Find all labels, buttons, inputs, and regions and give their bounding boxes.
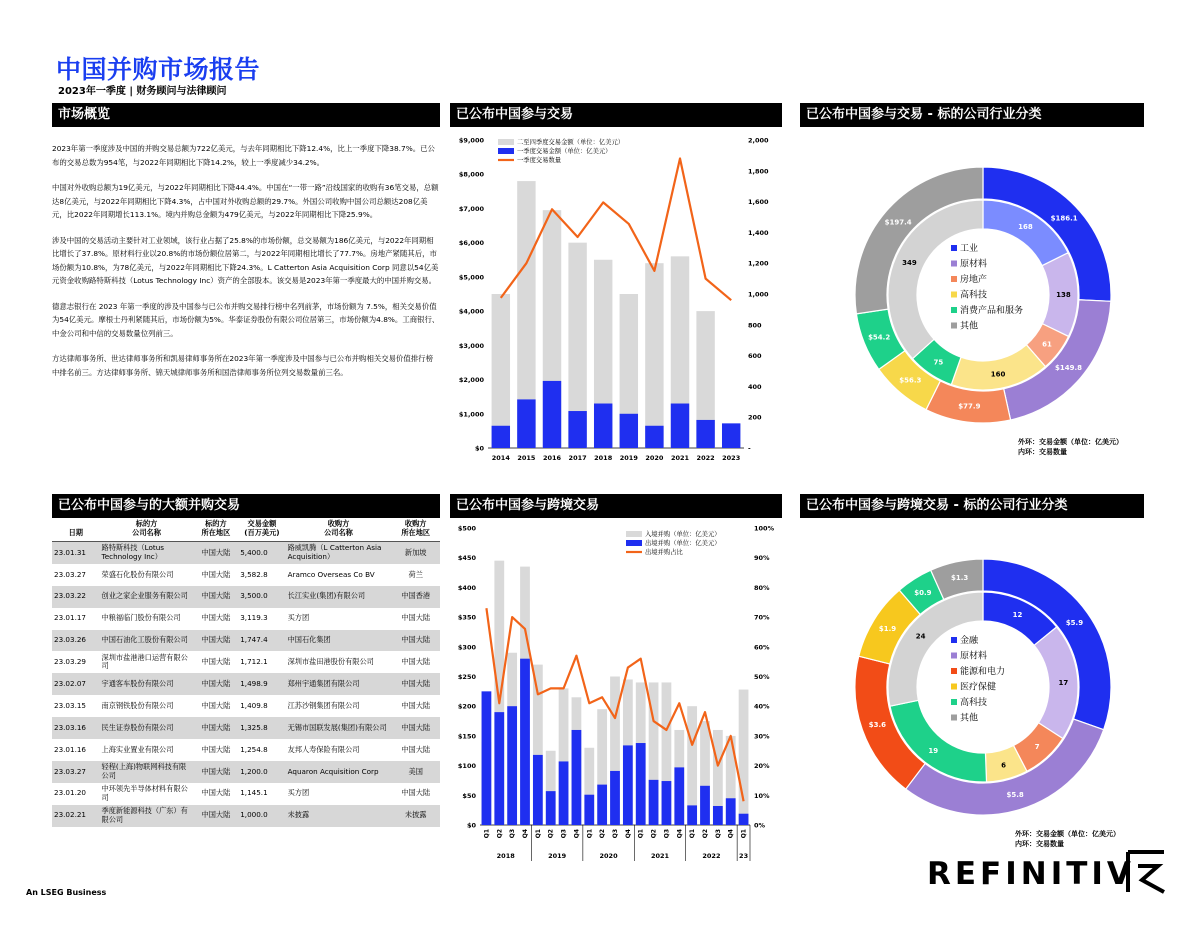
x-tick-label: Q2 [650, 829, 658, 839]
bar-blue [722, 423, 740, 448]
legend-label: 其他 [960, 713, 979, 724]
legend-label: 房地产 [960, 275, 988, 285]
cell-acquirer-region: 中国大陆 [401, 700, 431, 710]
cell-target-region: 中国大陆 [194, 586, 239, 608]
y-right-tick-label: 0% [754, 821, 766, 830]
col-target-name: 标的方 公司名称 [100, 517, 194, 542]
y-left-tick-label: $6,000 [458, 239, 484, 248]
col-target-region: 标的方 所在地区 [194, 517, 239, 542]
col-acquirer-region: 收购方 所在地区 [391, 517, 440, 542]
cell-target-name: 季度新能源科技（广东）有限公司 [100, 805, 194, 827]
y-right-tick-label: 1,200 [748, 259, 769, 268]
legend-swatch [951, 637, 957, 643]
cell-target-region: 中国大陆 [201, 613, 231, 623]
y-left-tick-label: $450 [457, 554, 476, 563]
footer-company: An LSEG Business [26, 888, 107, 897]
bar-blue [597, 785, 607, 825]
bar-blue [700, 786, 710, 825]
cell-amount: 1,254.8 [240, 744, 268, 754]
cell-target-name: 中国石油化工股份有限公司 [100, 630, 194, 652]
y-right-tick-label: 1,000 [748, 290, 769, 299]
cell-target-region: 中国大陆 [201, 657, 231, 667]
x-tick-label: Q1 [483, 829, 491, 839]
y-right-tick-label: 80% [754, 583, 770, 592]
y-left-tick-label: $1,000 [458, 410, 484, 419]
cell-target-region: 中国大陆 [201, 744, 231, 754]
cell-acquirer-region: 中国大陆 [401, 744, 431, 754]
y-right-tick-label: 600 [748, 352, 762, 361]
cell-acquirer-name: 友邦人寿保险有限公司 [287, 744, 360, 754]
cell-target-name: 上海实业置业有限公司 [101, 744, 174, 754]
y-left-tick-label: $2,000 [458, 376, 484, 385]
x-tick-label: Q2 [599, 829, 607, 839]
legend-label: 高科技 [960, 290, 988, 301]
y-left-tick-label: $100 [457, 762, 476, 771]
y-left-tick-label: $4,000 [458, 307, 484, 316]
y-right-tick-label: 400 [748, 382, 762, 391]
inner-ring-label: 168 [1018, 223, 1033, 232]
legend-swatch [498, 139, 514, 145]
outer-ring-label: $3.6 [868, 720, 887, 729]
cell-target-name: 路特斯科技（Lotus Technology Inc） [100, 542, 194, 564]
outer-ring-label: $77.9 [958, 402, 981, 411]
bar-blue [568, 411, 586, 448]
industry-donut-chart [848, 160, 1118, 430]
x-tick-label: Q3 [714, 829, 722, 839]
x-tick-label: 2022 [696, 454, 715, 462]
col-amount: 交易金额 (百万美元) [238, 517, 285, 542]
overview-paragraph: 涉及中国的交易活动主要针对工业领域，该行业占据了25.8%的市场份额，总交易额为186亿美元，与2022年同期相比增长了37.8%。原材料行业以20.8%的市场份额位居第二，与2022年同期相比增长了77.7%。房地产紧随其后，市场份额为10.8%，为78亿美元，与2022年同期相比下降24.3%。L Catterton Asia Acquisition Corp 同意以54亿美元资金收购路特斯科技（Lotus Technology Inc）资产的全部股本。该交易是2023年第一季度最大的中国并购交易。 [52, 235, 439, 285]
x-tick-label: 2016 [542, 454, 562, 462]
legend-label: 消费产品和服务 [960, 306, 1024, 316]
year-label: 2021 [650, 852, 670, 860]
year-label: 2018 [496, 852, 515, 860]
legend-swatch [626, 531, 642, 537]
table-row [52, 761, 440, 783]
y-right-tick-label: 90% [754, 554, 770, 563]
y-right-tick-label: - [748, 444, 751, 453]
inner-ring-label: 138 [1056, 291, 1071, 300]
cell-amount: 1,712.1 [240, 657, 268, 667]
cell-amount: 3,582.8 [240, 569, 268, 579]
cell-target-region: 中国大陆 [194, 805, 239, 827]
legend-label: 一季度交易数量 [517, 157, 562, 164]
cell-target-region: 中国大陆 [194, 761, 239, 783]
y-right-tick-label: 50% [754, 673, 770, 681]
x-tick-label: 2023 [722, 454, 741, 462]
x-tick-label: Q3 [612, 829, 619, 839]
cell-amount: 1,325.8 [238, 717, 285, 739]
x-tick-label: Q1 [689, 829, 697, 839]
outer-ring-label: $186.1 [1050, 214, 1078, 223]
bar-blue [533, 755, 543, 825]
bar-blue [594, 404, 612, 448]
y-right-tick-label: 1,800 [748, 167, 769, 176]
inner-ring-label: 349 [902, 258, 917, 267]
table-row [52, 673, 440, 695]
inner-ring-label: 75 [933, 358, 944, 367]
cell-acquirer-region: 中国大陆 [391, 673, 440, 695]
bar-blue [507, 706, 517, 825]
x-tick-label: 2020 [645, 454, 664, 462]
cell-amount: 3,119.3 [240, 613, 268, 623]
legend-label: 高科技 [960, 698, 988, 708]
cell-date: 23.02.07 [52, 673, 100, 695]
bar-blue [520, 659, 530, 825]
legend-swatch [951, 292, 957, 298]
bar-blue [636, 743, 646, 825]
y-right-tick-label: 30% [754, 732, 770, 741]
x-tick-label: Q2 [496, 829, 504, 839]
cell-acquirer-name: 路威凯腾（L Catterton Asia Acquisition） [286, 542, 392, 564]
section-cross-border-header: 已公布中国参与跨境交易 [450, 494, 782, 518]
x-tick-label: 2021 [670, 454, 690, 462]
x-tick-label: 2017 [568, 454, 587, 462]
legend-label: 一季度交易金额（单位：亿美元） [517, 148, 612, 155]
table-row [52, 695, 440, 717]
cell-acquirer-region: 中国大陆 [401, 613, 431, 623]
x-tick-label: 2018 [594, 454, 613, 462]
legend-swatch [951, 307, 957, 313]
cell-acquirer-name: Aquaron Acquisition Corp [286, 761, 392, 783]
y-right-tick-label: 2,000 [748, 136, 769, 145]
outer-ring-label: $56.3 [899, 376, 922, 385]
y-left-tick-label: $50 [462, 791, 476, 800]
cell-target-region: 中国大陆 [194, 542, 239, 564]
outer-ring-label: $0.9 [914, 589, 932, 598]
bar-blue [492, 426, 510, 448]
section-cross-industry-header: 已公布中国参与跨境交易 - 标的公司行业分类 [800, 494, 1144, 518]
inner-ring-label: 12 [1012, 610, 1023, 619]
overview-paragraph: 2023年第一季度涉及中国的并购交易总额为722亿美元，与去年同期相比下降12.4%，比上一季度下降38.7%。已公布的交易总数为954笔，与2022年同期相比下降14.2%，较上一季度减少34.2%。 [52, 144, 435, 167]
cell-target-region: 中国大陆 [201, 700, 231, 710]
x-tick-label: 2014 [491, 454, 510, 462]
cell-acquirer-name: 中国石化集团 [286, 630, 392, 652]
y-right-tick-label: 10% [754, 791, 770, 800]
outer-ring-label: $1.9 [878, 624, 897, 633]
cell-acquirer-region: 中国大陆 [391, 717, 440, 739]
legend-swatch [951, 684, 957, 690]
legend-swatch [951, 323, 957, 329]
cell-amount: 3,500.0 [238, 586, 285, 608]
outer-ring-label: $5.8 [1006, 790, 1024, 799]
legend-label: 医疗保健 [960, 682, 997, 693]
cell-acquirer-name: 买方团 [287, 613, 310, 623]
table-row [52, 542, 440, 564]
bar-blue [559, 761, 569, 825]
industry-chart-note [1018, 437, 1123, 457]
inner-ring-label: 6 [1001, 761, 1007, 770]
cell-date: 23.01.17 [54, 613, 87, 623]
x-tick-label: Q4 [573, 829, 581, 839]
industry-note-outer: 外环：交易金额（单位：亿美元） [1018, 438, 1123, 446]
cell-acquirer-region: 荷兰 [408, 569, 423, 579]
y-right-tick-label: 100% [754, 524, 775, 533]
x-tick-label: Q2 [547, 829, 555, 839]
table-row [52, 739, 440, 761]
bar-blue [517, 399, 535, 448]
cell-date: 23.03.15 [54, 700, 87, 710]
y-right-tick-label: 1,600 [748, 198, 769, 207]
year-label: 2020 [599, 852, 618, 860]
cell-acquirer-name: Aramco Overseas Co BV [287, 569, 375, 579]
cell-target-name: 中环领先半导体材料有限公司 [101, 784, 188, 802]
bar-blue [671, 404, 689, 448]
legend-swatch [951, 245, 957, 251]
bar-blue [649, 780, 659, 825]
x-tick-label: Q4 [727, 829, 735, 839]
y-left-tick-label: $9,000 [458, 136, 484, 145]
section-industry-header: 已公布中国参与交易 - 标的公司行业分类 [800, 103, 1144, 127]
cell-date: 23.03.22 [52, 586, 100, 608]
col-date: 日期 [52, 517, 100, 542]
bar-blue [494, 712, 504, 825]
cell-target-name: 中粮福临门股份有限公司 [101, 613, 181, 623]
cell-date: 23.01.31 [52, 542, 100, 564]
legend-swatch [951, 261, 957, 267]
cell-date: 23.01.20 [54, 788, 87, 798]
y-left-tick-label: $0 [466, 821, 476, 830]
legend-swatch [951, 653, 957, 659]
table-row [52, 651, 440, 673]
y-left-tick-label: $250 [457, 673, 476, 681]
legend-swatch [951, 668, 957, 674]
cell-acquirer-name: 长江实业(集团)有限公司 [286, 586, 392, 608]
cell-amount: 1,498.9 [238, 673, 285, 695]
cell-target-name: 深圳市盐港港口运营有限公司 [101, 652, 188, 671]
outer-ring-label: $5.9 [1065, 618, 1084, 627]
bar-blue [623, 745, 633, 825]
bar-blue [572, 730, 582, 825]
bar-gray [645, 263, 663, 448]
legend-swatch [498, 148, 514, 154]
industry-note-inner: 内环：交易数量 [1018, 448, 1067, 456]
legend-label: 出境并购占比 [645, 549, 683, 556]
cell-acquirer-region: 中国香港 [391, 586, 440, 608]
x-tick-label: Q1 [637, 829, 645, 839]
cell-acquirer-name: 郑州宇通集团有限公司 [286, 673, 392, 695]
cell-amount: 1,747.4 [238, 630, 285, 652]
cell-target-region: 中国大陆 [201, 788, 231, 798]
x-tick-label: 2019 [619, 454, 638, 462]
col-acquirer-name: 收购方 公司名称 [286, 517, 392, 542]
cell-acquirer-region: 中国大陆 [391, 630, 440, 652]
y-right-tick-label: 1,400 [748, 228, 769, 237]
cell-date: 23.03.29 [54, 657, 87, 667]
cell-date: 23.03.16 [52, 717, 100, 739]
y-right-tick-label: 800 [748, 321, 762, 330]
bar-blue [620, 414, 638, 448]
overview-paragraph: 德意志银行在 2023 年第一季度的涉及中国参与已公布并购交易排行榜中名列前茅，市场份额为 7.5%，相关交易价值为54亿美元。摩根士丹利紧随其后，市场份额为5%。华泰证券股份有限公司位居第三，市场份额为4.8%。工商银行、中金公司和中信的交易数量位列前三。 [52, 301, 440, 338]
bar-gray [492, 294, 510, 448]
year-label: 2019 [548, 852, 567, 860]
inner-ring-label: 7 [1034, 742, 1040, 751]
cell-acquirer-region: 美国 [391, 761, 440, 783]
cell-target-region: 中国大陆 [194, 717, 239, 739]
y-left-tick-label: $200 [457, 702, 476, 711]
bar-blue [739, 814, 749, 825]
table-row [52, 564, 440, 586]
y-left-tick-label: $8,000 [458, 170, 484, 179]
refinitiv-logo: REFINITIV [927, 856, 1135, 892]
bar-blue [645, 426, 663, 448]
inner-ring-label: 24 [915, 632, 926, 641]
legend-swatch [626, 540, 642, 546]
cell-amount: 1,409.8 [240, 700, 268, 710]
cell-date: 23.03.27 [52, 761, 100, 783]
y-left-tick-label: $7,000 [458, 204, 484, 213]
section-overview-header: 市场概览 [52, 103, 440, 127]
inner-ring-label: 17 [1058, 679, 1069, 688]
cross-note-inner: 内环：交易数量 [1015, 840, 1064, 848]
y-right-tick-label: 70% [754, 613, 770, 622]
bar-blue [584, 795, 594, 825]
section-announced-header: 已公布中国参与交易 [450, 103, 782, 127]
cross-border-chart [448, 520, 784, 862]
x-tick-label: Q3 [509, 829, 517, 839]
y-right-tick-label: 20% [754, 762, 770, 771]
y-left-tick-label: $3,000 [458, 341, 484, 350]
x-tick-label: Q1 [586, 829, 594, 839]
table-row [52, 717, 440, 739]
legend-label: 金融 [960, 636, 979, 646]
outer-ring-label: $149.8 [1055, 363, 1083, 372]
legend-label: 工业 [960, 244, 979, 254]
cell-acquirer-region: 新加坡 [391, 542, 440, 564]
cell-acquirer-region: 未披露 [391, 805, 440, 827]
report-title: 中国并购市场报告 [56, 55, 261, 84]
overview-paragraph: 方达律师事务所、世达律师事务所和凯易律师事务所在2023年第一季度涉及中国参与已公布并购相关交易价值排行榜中排名前三。方达律师事务所、锦天城律师事务所和国浩律师事务所位列交易数量前三名。 [52, 354, 433, 377]
cross-industry-chart-note [1015, 829, 1120, 849]
bar-blue [543, 381, 561, 448]
cell-acquirer-name: 江苏沙钢集团有限公司 [287, 700, 360, 710]
table-row [52, 805, 440, 827]
y-left-tick-label: $300 [457, 643, 476, 652]
cell-date: 23.01.16 [54, 744, 87, 754]
bar-blue [726, 798, 736, 825]
cell-target-region: 中国大陆 [194, 673, 239, 695]
cell-acquirer-region: 中国大陆 [401, 657, 431, 667]
overview-paragraph: 中国对外收购总额为19亿美元，与2022年同期相比下降44.4%。中国在“一带一路”沿线国家的收购有36笔交易，总额达8亿美元，与2022年同期相比下降4.3%，占中国对外收购总额的29.7%。外国公司收购中国公司总额达208亿美元，比2022年同期增长113.1%。境内并购总金额为479亿美元，与2022年同期相比下降25.9%。 [52, 183, 439, 219]
outer-ring-label: $1.3 [950, 573, 969, 582]
inner-ring-label: 61 [1042, 340, 1052, 349]
legend-label: 其他 [960, 321, 979, 332]
x-tick-label: Q2 [702, 829, 709, 839]
cell-target-name: 轻程(上海)物联网科技有限公司 [100, 761, 194, 783]
x-tick-label: Q3 [560, 829, 568, 839]
legend-swatch [951, 276, 957, 282]
y-left-tick-label: $350 [457, 613, 476, 622]
inner-ring-label: 160 [990, 370, 1006, 379]
cell-amount: 5,400.0 [238, 542, 285, 564]
cell-target-name: 民生证券股份有限公司 [100, 717, 194, 739]
refinitiv-logo-icon [1124, 850, 1170, 894]
bar-blue [713, 806, 723, 825]
x-tick-label: Q1 [534, 829, 542, 839]
cell-acquirer-name: 买方团 [287, 788, 310, 798]
outer-ring-label: $54.2 [868, 333, 891, 342]
report-subtitle: 2023年一季度 | 财务顾问与法律顾问 [58, 86, 227, 97]
section-top-deals-header: 已公布中国参与的大额并购交易 [52, 494, 440, 518]
cell-date: 23.02.21 [52, 805, 100, 827]
bar-blue [662, 781, 672, 825]
y-left-tick-label: $150 [457, 732, 476, 741]
cell-acquirer-name: 未披露 [286, 805, 392, 827]
x-tick-label: Q3 [663, 829, 671, 839]
market-overview-text [52, 142, 440, 391]
y-right-tick-label: 60% [754, 643, 770, 652]
top-deals-table [52, 517, 440, 827]
cell-target-name: 南京钢铁股份有限公司 [101, 700, 174, 710]
year-label: 23 [739, 852, 749, 860]
cell-acquirer-region: 中国大陆 [401, 788, 431, 798]
table-header-row [52, 517, 440, 542]
bar-gray [739, 690, 749, 825]
y-left-tick-label: $0 [474, 444, 484, 453]
cell-amount: 1,200.0 [238, 761, 285, 783]
legend-label: 原材料 [960, 259, 988, 270]
cell-target-name: 荣盛石化股份有限公司 [101, 569, 174, 579]
table-row [52, 586, 440, 608]
x-tick-label: Q4 [522, 829, 529, 839]
y-left-tick-label: $500 [457, 524, 476, 533]
legend-swatch [951, 715, 957, 721]
inner-ring-label: 19 [928, 746, 939, 755]
cell-target-region: 中国大陆 [194, 630, 239, 652]
legend-swatch [951, 699, 957, 705]
cell-amount: 1,000.0 [238, 805, 285, 827]
year-label: 2022 [702, 852, 721, 860]
legend-label: 二至四季度交易金额（单位：亿美元） [517, 139, 625, 146]
x-tick-label: Q4 [624, 829, 632, 839]
cell-target-name: 宇通客车股份有限公司 [100, 673, 194, 695]
x-tick-label: Q1 [740, 829, 748, 839]
y-right-tick-label: 40% [754, 702, 770, 711]
legend-label: 入境并购（单位：亿美元） [645, 531, 721, 538]
cell-target-name: 创业之家企业服务有限公司 [100, 586, 194, 608]
x-tick-label: Q4 [676, 829, 684, 839]
bar-blue [687, 805, 697, 825]
bar-blue [696, 420, 714, 448]
x-tick-label: 2015 [517, 454, 536, 462]
cell-acquirer-name: 深圳市盐田港股份有限公司 [287, 657, 374, 667]
y-left-tick-label: $400 [457, 583, 476, 592]
legend-label: 能源和电力 [960, 667, 1006, 677]
outer-ring-label: $197.4 [884, 218, 912, 227]
cross-note-outer: 外环：交易金额（单位：亿美元） [1015, 830, 1120, 838]
cell-date: 23.03.26 [52, 630, 100, 652]
y-left-tick-label: $5,000 [458, 273, 484, 282]
cell-target-region: 中国大陆 [201, 569, 231, 579]
cell-amount: 1,145.1 [240, 788, 268, 798]
table-row [52, 630, 440, 652]
legend-label: 出境并购（单位：亿美元） [645, 540, 721, 547]
table-row [52, 783, 440, 805]
y-right-tick-label: 200 [748, 413, 762, 422]
legend-label: 原材料 [960, 651, 988, 662]
bar-blue [546, 791, 556, 825]
cell-acquirer-name: 无锡市国联发展(集团)有限公司 [286, 717, 392, 739]
bar-blue [482, 691, 492, 825]
cell-date: 23.03.27 [54, 569, 87, 579]
bar-blue [610, 771, 620, 825]
cross-industry-donut-chart [848, 552, 1118, 822]
bar-blue [674, 767, 684, 825]
announced-deals-chart [448, 130, 784, 470]
table-row [52, 608, 440, 630]
